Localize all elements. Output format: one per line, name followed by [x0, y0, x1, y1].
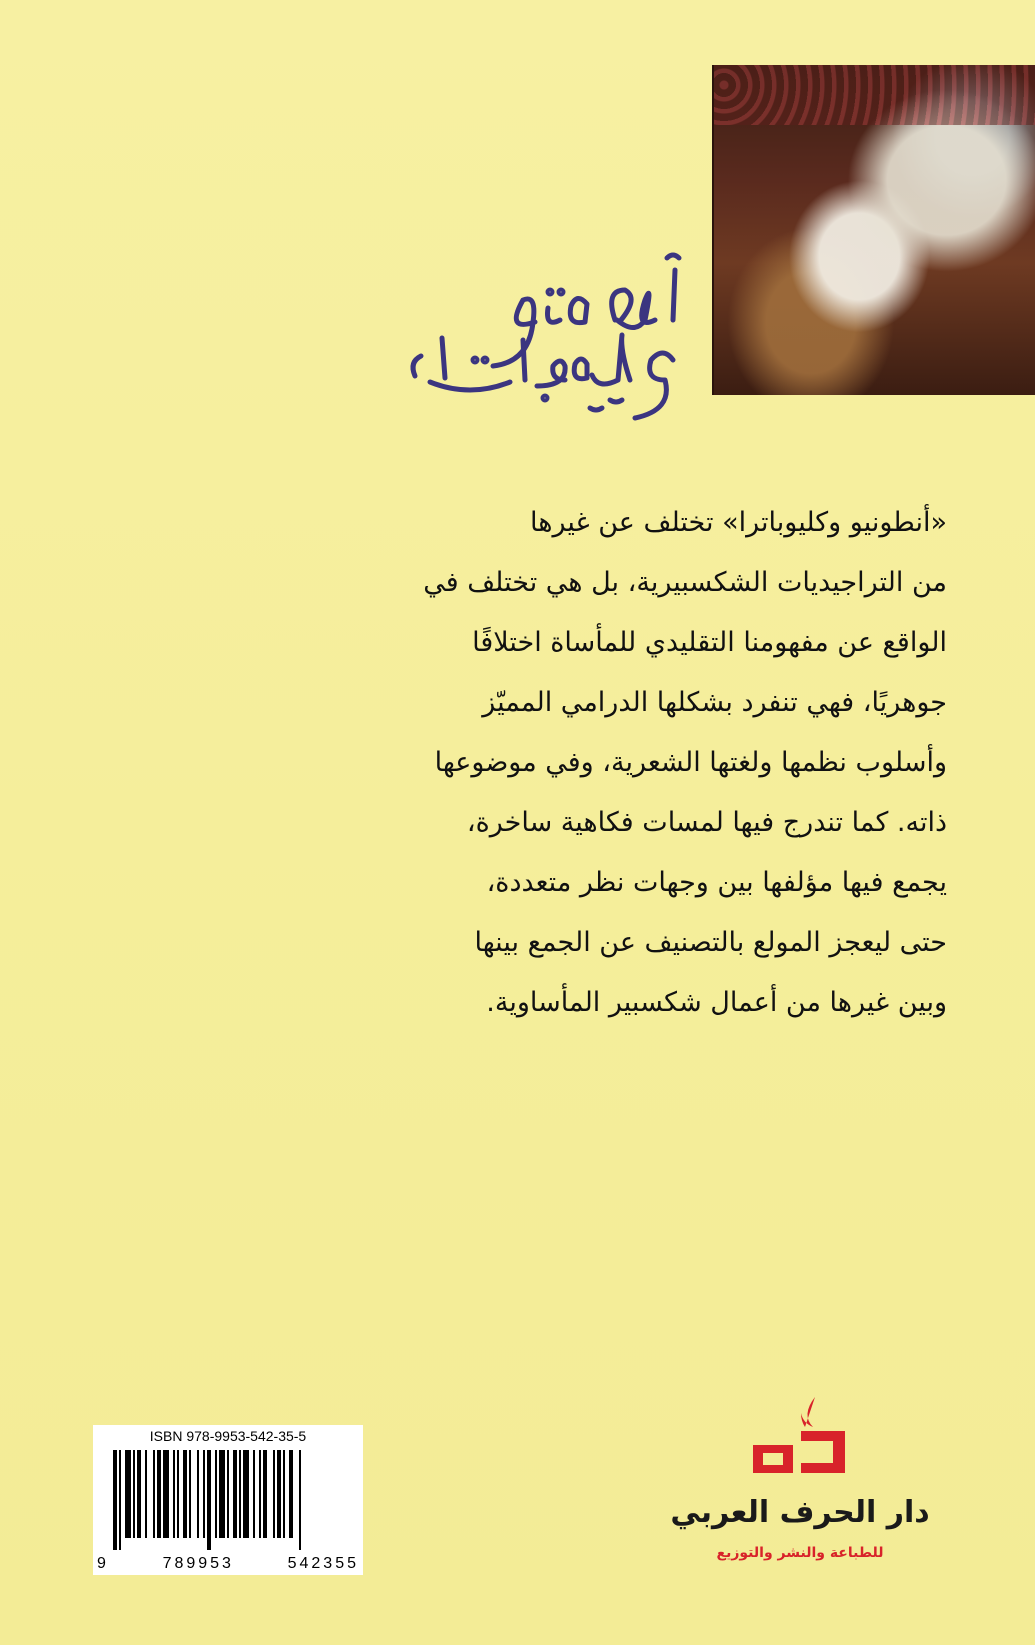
- barcode-bar: [299, 1450, 301, 1550]
- barcode-bar: [259, 1450, 261, 1538]
- barcode-bar: [253, 1450, 255, 1538]
- barcode-digit-group: 542355: [287, 1555, 359, 1572]
- blurb-line: وبين غيرها من أعمال شكسبير المأساوية.: [486, 987, 947, 1018]
- cover-painting: [712, 65, 1035, 395]
- publisher-name: دار الحرف العربي: [670, 1495, 930, 1530]
- barcode-digits: [97, 1555, 359, 1573]
- barcode-digit-group: 9: [97, 1555, 109, 1572]
- barcode-bar: [243, 1450, 249, 1538]
- barcode-bar: [277, 1450, 281, 1538]
- blurb-line: الواقع عن مفهومنا التقليدي للمأساة اختلافًا: [472, 627, 947, 658]
- barcode-bar: [197, 1450, 199, 1538]
- barcode-bar: [283, 1450, 285, 1538]
- barcode-bar: [153, 1450, 155, 1538]
- barcode-bar: [203, 1450, 205, 1538]
- isbn-label: ISBN 978-9953-542-35-5: [149, 1428, 307, 1444]
- blurb-line: ذاته. كما تندرج فيها لمسات فكاهية ساخرة،: [466, 807, 947, 838]
- barcode-bar: [227, 1450, 229, 1538]
- painting-flowers: [714, 65, 1035, 125]
- barcode-bar: [189, 1450, 191, 1538]
- barcode-bar: [215, 1450, 217, 1538]
- barcode-bar: [119, 1450, 121, 1550]
- barcode-bar: [145, 1450, 147, 1538]
- barcode-bar: [163, 1450, 169, 1538]
- barcode-bar: [173, 1450, 175, 1538]
- barcode-bar: [125, 1450, 131, 1538]
- barcode-bar: [137, 1450, 141, 1538]
- isbn-barcode: [93, 1425, 363, 1575]
- barcode-bar: [233, 1450, 237, 1538]
- barcode-bar: [219, 1450, 225, 1538]
- barcode-bar: [207, 1450, 211, 1550]
- publisher-tagline: للطباعة والنشر والتوزيع: [716, 1545, 884, 1561]
- title-calligraphy-icon: [375, 250, 705, 435]
- barcode-bar: [183, 1450, 187, 1538]
- barcode-digit-group: 789953: [162, 1555, 234, 1572]
- publisher-block: [650, 1395, 950, 1595]
- barcode-bars-icon: [113, 1450, 357, 1550]
- blurb-line: من التراجيديات الشكسبيرية، بل هي تختلف في: [423, 567, 947, 598]
- barcode-bar: [113, 1450, 117, 1550]
- barcode-bar: [289, 1450, 293, 1538]
- blurb-line: يجمع فيها مؤلفها بين وجهات نظر متعددة،: [486, 867, 947, 898]
- barcode-bar: [157, 1450, 161, 1538]
- publisher-logo-icon: [745, 1395, 855, 1480]
- barcode-bar: [263, 1450, 267, 1538]
- barcode-bar: [133, 1450, 135, 1538]
- blurb-line: جوهريًا، فهي تنفرد بشكلها الدرامي المميّز: [482, 687, 947, 718]
- blurb-text: [387, 493, 947, 1033]
- barcode-bar: [273, 1450, 275, 1538]
- barcode-bar: [177, 1450, 179, 1538]
- blurb-line: وأسلوب نظمها ولغتها الشعرية، وفي موضوعها: [434, 747, 947, 778]
- blurb-line: «أنطونيو وكليوباترا» تختلف عن غيرها: [530, 507, 947, 538]
- handwritten-title: [375, 250, 705, 435]
- barcode-bar: [239, 1450, 241, 1538]
- blurb-line: حتى ليعجز المولع بالتصنيف عن الجمع بينها: [474, 927, 947, 958]
